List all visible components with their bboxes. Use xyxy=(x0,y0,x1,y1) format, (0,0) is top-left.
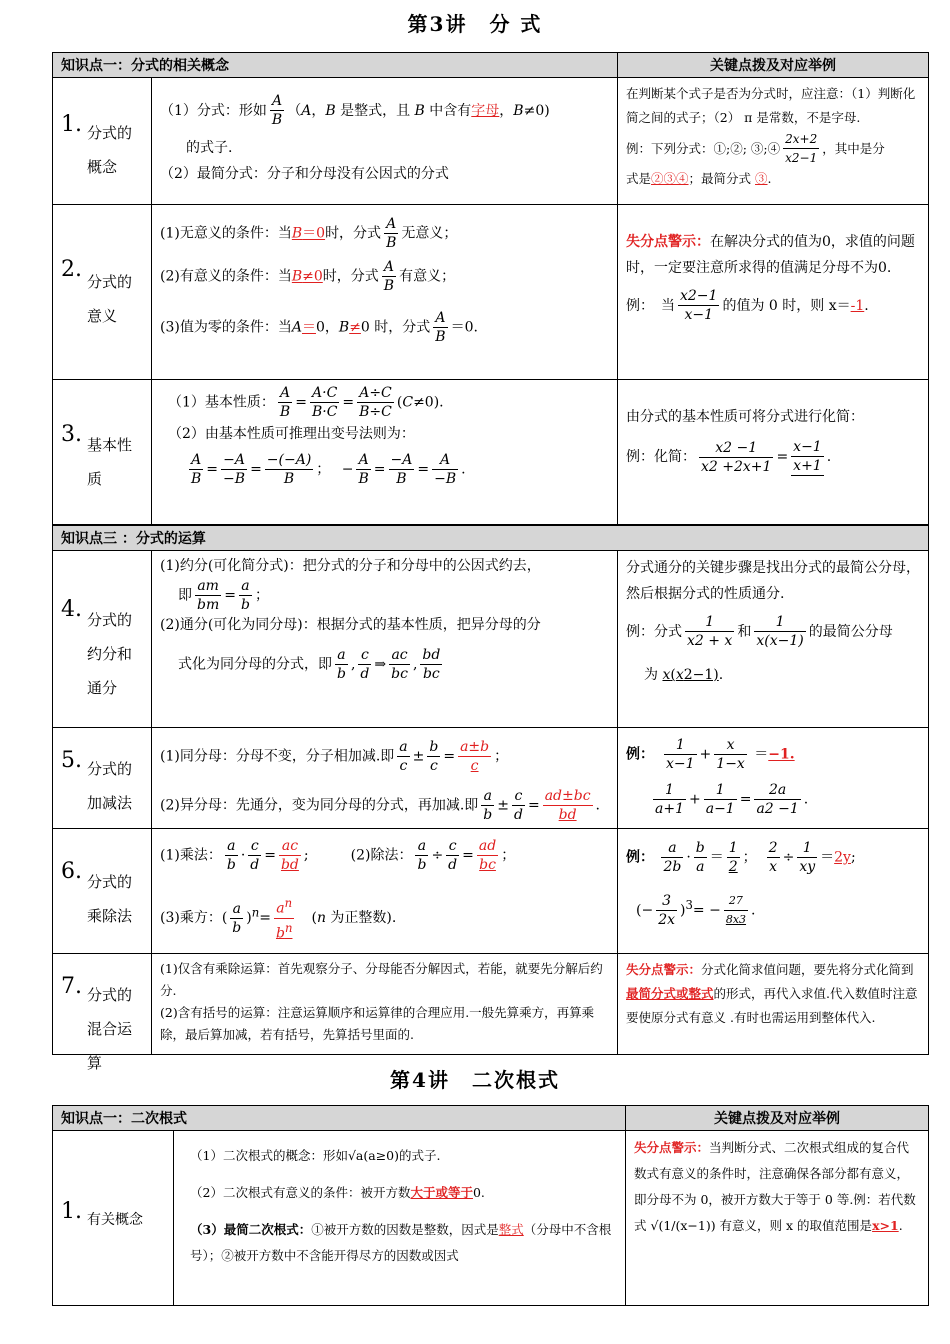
row1-label: 分式的概念 xyxy=(87,124,133,176)
l4-row1-number: 1. xyxy=(61,1199,82,1224)
row1-tip xyxy=(617,77,929,205)
row1-tip-line2 xyxy=(626,130,920,167)
row7-tip-text1: 分式化简求值问题，要先将分式化简到 xyxy=(701,962,914,977)
row3-tip-prefix: 例：化简： xyxy=(626,449,696,465)
row1-fraction-ab: A B xyxy=(271,93,283,128)
row2-tip-text: 在解决分式的值为0，求值的问题时，一定要注意所求得的值满足分母不为0. xyxy=(626,234,915,276)
row1-number-cell xyxy=(52,77,152,205)
row3-tip-frac1: x2 −1 x2 +2x+1 xyxy=(701,439,772,475)
row6-label: 分式的乘除法 xyxy=(87,873,133,925)
row2-number: 2. xyxy=(61,257,82,282)
row3-number-cell xyxy=(52,379,152,525)
row1-tip-fraction: 2x+2 x2−1 xyxy=(785,132,818,165)
l4-line3 xyxy=(182,1217,617,1269)
row6-line1: (1)乘法： $\frac{a}{b}$ · $\frac{c}{d}$ = $\frac{ac}{bd}$ ; (2)除法： $\frac{a}{b}$ ÷ $\frac{c}{d}$ = $\frac{ad}{bc}$ ； xyxy=(160,838,516,873)
row4-line2: 即 $\frac{am}{bm}$ = $\frac{a}{b}$ ； xyxy=(178,578,269,613)
row4-tip xyxy=(617,550,929,728)
l4-tip-text: 当判断分式、二次根式组成的复合代数式有意义的条件时，注意确保各部分都有意义，即分母不为 0，被开方数大于等于 0 等.例：若代数式 √(1/(x−1)) 有意义，则 x 的取值范围是 xyxy=(634,1140,916,1233)
row1-line3: （2）最简分式：分子和分母没有公因式的分式 xyxy=(160,166,449,182)
row4-line3: (2)通分(可化为同分母)：根据分式的基本性质，把异分母的分 xyxy=(160,617,541,633)
row2-tip-fraction: x2−1 x−1 xyxy=(680,288,718,323)
section-header-concepts: 知识点一：分式的相关概念 xyxy=(52,52,618,78)
row5-number: 5. xyxy=(61,748,82,773)
row6-number: 6. xyxy=(61,859,82,884)
row4-label: 分式的约分和通分 xyxy=(87,611,133,697)
row1-line1-end: ，B≠0) xyxy=(499,102,550,119)
row3-line3: $\frac{A}{B}$ = $\frac{-A}{-B}$ = $\frac{-(-A)}{B}$ ； − $\frac{A}{B}$ = $\frac{-A}{B}$ = $\frac{A}{-B}$ . xyxy=(191,452,466,487)
section-header-tips: 关键点拨及对应举例 xyxy=(617,52,929,78)
row7-tip-red: 最简分式或整式 xyxy=(626,986,714,1001)
row5-label: 分式的加减法 xyxy=(87,760,133,812)
row4-line1: (1)约分(可化简分式)：把分式的分子和分母中的公因式约去， xyxy=(160,558,541,574)
row4-tip-line2: 例：分式 1 x2 + x 和 1 x(x−1) 的最简公分母 xyxy=(626,614,893,649)
row2-line3: (3)值为零的条件：当A＝0，B≠0 时，分式 $\frac{A}{B}$ ＝0. xyxy=(160,310,478,345)
l4-line2 xyxy=(182,1174,617,1211)
row6-content xyxy=(151,828,618,954)
row4-number: 4. xyxy=(61,597,82,622)
l4-line1: （1）二次根式的概念：形如√a(a≥0)的式子. xyxy=(190,1148,441,1163)
row1-red-word: 字母 xyxy=(471,102,500,119)
row7-label: 分式的混合运算 xyxy=(87,986,133,1072)
row3-label: 基本性质 xyxy=(87,436,133,488)
l4-section-header-tips: 关键点拨及对应举例 xyxy=(625,1105,929,1131)
row2-line2: (2)有意义的条件：当B≠0时，分式 $\frac{A}{B}$ 有意义； xyxy=(160,259,456,294)
l4-line3-bold: （3）最简二次根式： xyxy=(190,1222,312,1237)
row1-tip-answer2: ③ xyxy=(755,171,768,186)
lecture3-title: 第3讲 分 式 xyxy=(407,12,543,36)
row4-tip-line3: 为 x(x2−1). xyxy=(644,667,724,683)
row4-content xyxy=(151,550,618,728)
row2-tip-ex-mid: 的值为 0 时，则 x＝ xyxy=(722,297,851,314)
l4-line3-red: 整式 xyxy=(498,1222,524,1237)
l4-line2-red: 大于或等于 xyxy=(410,1185,473,1200)
l4-tip-answer: x>1 xyxy=(872,1218,899,1233)
row6-line2: (3)乘方：( $\frac{a}{b}$ )$^n$= $\frac{a^n}{b^n}$ (n 为正整数). xyxy=(160,896,397,942)
row5-line2: (2)异分母：先通分，变为同分母的分式，再加减.即 $\frac{a}{b}$ ± $\frac{c}{d}$ = $\frac{ad\pm bc}{bd}$ . xyxy=(160,788,600,823)
row2-warn: 失分点警示： xyxy=(626,234,710,250)
row7-content xyxy=(151,953,618,1055)
l4-row1-content xyxy=(173,1130,626,1306)
lecture4-title: 第4讲 二次根式 xyxy=(390,1068,560,1092)
row3-content xyxy=(151,379,618,525)
row3-line1: （1）基本性质： $\frac{A}{B}$ = $\frac{A\cdot C}{B\cdot C}$ = $\frac{A\div C}{B\div C}$ (C≠0). xyxy=(168,385,444,420)
row5-tip xyxy=(617,727,929,829)
row1-tip-ex-end: ，其中是分 xyxy=(822,140,885,156)
l4-tip-end: . xyxy=(898,1218,903,1233)
row2-tip-ex-prefix: 例： 当 xyxy=(626,297,675,314)
row6-tip xyxy=(617,828,929,954)
row1-line1-mid: （A，B 是整式，且 B 中含有 xyxy=(287,102,472,119)
l4-line3-a: ①被开方数的因数是整数，因式是 xyxy=(311,1222,499,1237)
row3-tip-line2: 例：化简： x2 −1 x2 +2x+1 = x−1 x+1 . xyxy=(626,439,832,475)
row4-tip-frac1: 1 x2 + x xyxy=(687,614,733,649)
l4-line2-a: （2）二次根式有意义的条件：被开方数 xyxy=(190,1185,411,1200)
row5-line1: (1)同分母：分母不变，分子相加减.即 $\frac{a}{c}$ ± $\frac{b}{c}$ = $\frac{a\pm b}{c}$ ； xyxy=(160,739,509,774)
row2-number-cell xyxy=(52,204,152,380)
row2-tip xyxy=(617,204,929,380)
row1-line1-prefix: （1）分式：形如 xyxy=(160,102,267,119)
row3-tip xyxy=(617,379,929,525)
row1-tip-answer1: ②③④ xyxy=(651,171,689,186)
l4-section-header: 知识点一：二次根式 xyxy=(52,1105,626,1131)
row4-tip-line1: 分式通分的关键步骤是找出分式的最简公分母，然后根据分式的性质通分. xyxy=(626,560,920,602)
row4-tip-prefix: 例：分式 xyxy=(626,623,682,640)
row7-line1: (1)仅含有乘除运算：首先观察分子、分母能否分解因式，若能，就要先分解后约分. xyxy=(160,961,603,998)
l4-line2-b: 0. xyxy=(472,1185,485,1200)
row2-tip-answer: -1 xyxy=(850,297,865,314)
row1-tip-ex: 例：下列分式：①;②; ③;④ xyxy=(626,140,781,156)
row5-content xyxy=(151,727,618,829)
row5-number-cell xyxy=(52,727,152,829)
l4-row1-tip xyxy=(625,1130,929,1306)
row6-tip-line1: 例： $\frac{a}{2b}$ · $\frac{b}{a}$ ＝ $\frac{1}{2}$ ； $\frac{2}{x}$ ÷ $\frac{1}{xy}$ ＝2y; xyxy=(626,840,856,875)
row6-ex-label: 例： xyxy=(626,849,654,866)
row4-tip-suffix: 的最简公分母 xyxy=(808,623,893,640)
row3-tip-frac2: x−1 x+1 xyxy=(793,439,822,474)
row2-label: 分式的意义 xyxy=(87,273,133,325)
row7-tip-text2: 的形式，再代入求值.代入数值时注意要使原分式有意义 .有时也需运用到整体代入. xyxy=(626,986,918,1025)
row1-content xyxy=(151,77,618,205)
row3-tip-line1: 由分式的基本性质可将分式进行化简： xyxy=(626,409,864,425)
row5-ex-label: 例： xyxy=(626,746,647,763)
l4-line3-b: （分母中不含根号）；②被开方数中不含能开得尽方的因数或因式 xyxy=(190,1222,612,1263)
l4-row1-label: 有关概念 xyxy=(87,1212,143,1228)
row1-line2: 的式子. xyxy=(186,140,233,156)
row3-number: 3. xyxy=(61,422,82,447)
row2-line1: (1)无意义的条件：当B＝0时，分式 $\frac{A}{B}$ 无意义； xyxy=(160,216,458,251)
row6-number-cell xyxy=(52,828,152,954)
row4-number-cell xyxy=(52,550,152,728)
row1-number: 1. xyxy=(61,112,82,137)
row7-number: 7. xyxy=(61,974,82,999)
row4-tip-frac2: 1 x(x−1) xyxy=(756,614,804,649)
row2-content xyxy=(151,204,618,380)
row2-tip-example: 例： 当 x2−1 x−1 的值为 0 时，则 x＝ -1 . xyxy=(626,288,869,323)
row5-tip-line2: $\frac{1}{a+1}$ + $\frac{1}{a-1}$ = $\frac{2a}{a2 -1}$ . xyxy=(655,782,809,817)
row3-line2: （2）由基本性质可推理出变号法则为： xyxy=(168,426,415,442)
row1-tip-line1: 在判断某个式子是否为分式时，应注意：（1）判断化简之间的式子；（2） π 是常数，不是字母. xyxy=(626,86,916,125)
row5-tip-line1: 例： $\frac{1}{x-1}$ + $\frac{x}{1-x}$ ＝−1. xyxy=(626,737,795,772)
row6-tip-line2: (− $\frac{3}{2x}$ )$^3$= − $\frac{27}{8x3}$ . xyxy=(636,893,756,928)
row2-tip-para xyxy=(626,229,920,281)
row1-line1 xyxy=(160,92,609,129)
l4-row1-number-cell xyxy=(52,1130,174,1306)
row7-number-cell xyxy=(52,953,152,1072)
row4-line4: 式化为同分母的分式，即 $\frac{a}{b}$ , $\frac{c}{d}$ ⇒ $\frac{ac}{bc}$ , $\frac{bd}{bc}$ xyxy=(178,647,441,682)
section-header-operations: 知识点三 ：分式的运算 xyxy=(52,525,929,551)
l4-warn: 失分点警示： xyxy=(634,1140,710,1155)
row1-tip-line3: 式是②③④；最简分式 ③. xyxy=(626,171,772,186)
row7-warn: 失分点警示： xyxy=(626,962,702,977)
row7-tip xyxy=(617,953,929,1055)
row7-line2: (2)含有括号的运算：注意运算顺序和运算律的合理应用.一般先算乘方，再算乘除，最后算加减，若有括号，先算括号里面的. xyxy=(160,1005,595,1042)
